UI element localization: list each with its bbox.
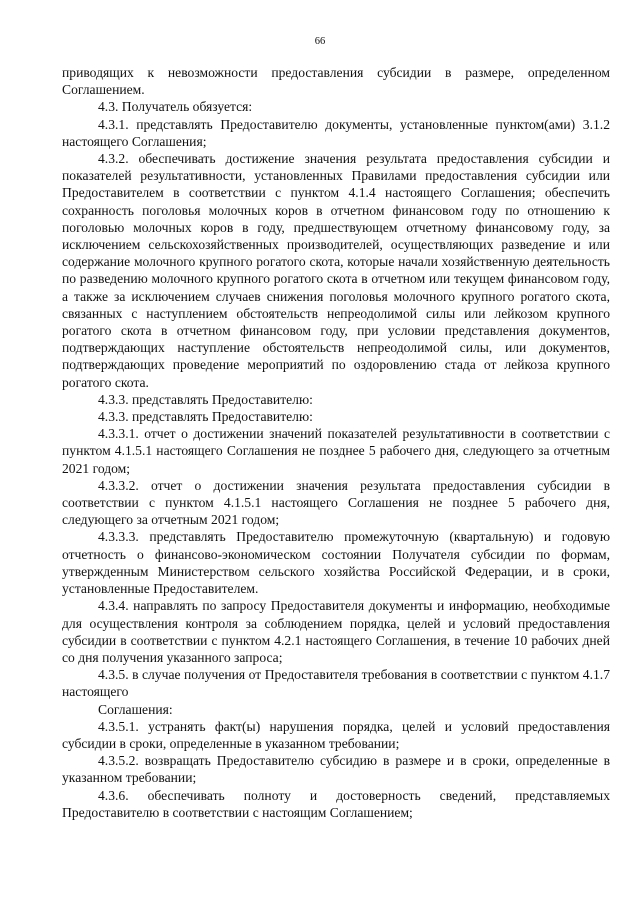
paragraph-4-3-3-1: 4.3.3.1. отчет о достижении значений показателей результативности в соответствии с пунктом 4.1.5.1 настоящего Соглашения не позднее 5 рабочего дня, следующего за отчетным 2021 годом; bbox=[62, 426, 610, 476]
document-body bbox=[62, 64, 610, 821]
paragraph-4-3-1: 4.3.1. представлять Предоставителю документы, установленные пунктом(ами) 3.1.2 настоящего Соглашения; bbox=[62, 116, 610, 149]
paragraph-4-3-4: 4.3.4. направлять по запросу Предоставителя документы и информацию, необходимые для осуществления контроля за соблюдением порядка, целей и условий предоставления субсидии в соответствии с пунктом 4.2.1 настоящего Соглашения, в течение 10 рабочих дней со дня получения указанного запроса; bbox=[62, 598, 610, 665]
paragraph-4-3-5-2: 4.3.5.2. возвращать Предоставителю субсидию в размере и в сроки, определенные в указанном требовании; bbox=[62, 753, 610, 786]
page-number: 66 bbox=[314, 36, 326, 47]
paragraph-4-3-3-repeat: 4.3.3. представлять Предоставителю: bbox=[98, 409, 313, 425]
paragraph-4-3-5-1: 4.3.5.1. устранять факт(ы) нарушения порядка, целей и условий предоставления субсидии в сроки, определенные в указанном требовании; bbox=[62, 718, 610, 751]
paragraph-4-3-2: 4.3.2. обеспечивать достижение значения результата предоставления субсидии и показателей результативности, установленных Правилами предоставления субсидии или Предоставителем в соответствии с пунктом 4.1.4 настоящего Соглашения; обеспечить сохранность поголовья молочных коров в отчетном финансовом году по отношению к поголовью молочных коров в году, предшествующем отчетному финансовому году, за исключением сельскохозяйственных производителей, осуществляющих разведение и или содержание молочного крупного рогатого скота, которые начали хозяйственную деятельность по разведению молочного крупного рогатого скота в отчетном или текущем финансовом году, а также за исключением случаев снижения поголовья молочного крупного рогатого скота, связанных с наступлением обстоятельств непреодолимой силы или лейкозом крупного рогатого скота в отчетном финансовом году, при условии представления документов, подтверждающих наступление обстоятельств непреодолимой силы, или документов, подтверждающих проведение мероприятий по оздоровлению стада от лейкоза крупного рогатого скота. bbox=[62, 151, 610, 390]
paragraph-4-3-5: 4.3.5. в случае получения от Предоставителя требования в соответствии с пунктом 4.1.7 настоящего bbox=[62, 667, 610, 700]
paragraph-agreement-label: Соглашения: bbox=[98, 701, 173, 717]
paragraph-4-3-3-3: 4.3.3.3. представлять Предоставителю промежуточную (квартальную) и годовую отчетность о финансово-экономическом состоянии Получателя субсидии по формам, утвержденным Министерством сельского хозяйства Российской Федерации, и в сроки, установленные Предоставителем. bbox=[62, 529, 610, 597]
paragraph-continuation: приводящих к невозможности предоставления субсидии в размере, определенном Соглашением. bbox=[62, 65, 610, 98]
paragraph-4-3-3: 4.3.3. представлять Предоставителю: bbox=[98, 391, 313, 407]
paragraph-4-3: 4.3. Получатель обязуется: bbox=[98, 99, 253, 115]
paragraph-4-3-6: 4.3.6. обеспечивать полноту и достоверность сведений, представляемых Предоставителю в соответствии с настоящим Соглашением; bbox=[62, 787, 610, 820]
paragraph-4-3-3-2: 4.3.3.2. отчет о достижении значения результата предоставления субсидии в соответствии с пунктом 4.1.5.1 настоящего Соглашения не позднее 5 рабочего дня, следующего за отчетным 2021 годом; bbox=[62, 477, 610, 528]
